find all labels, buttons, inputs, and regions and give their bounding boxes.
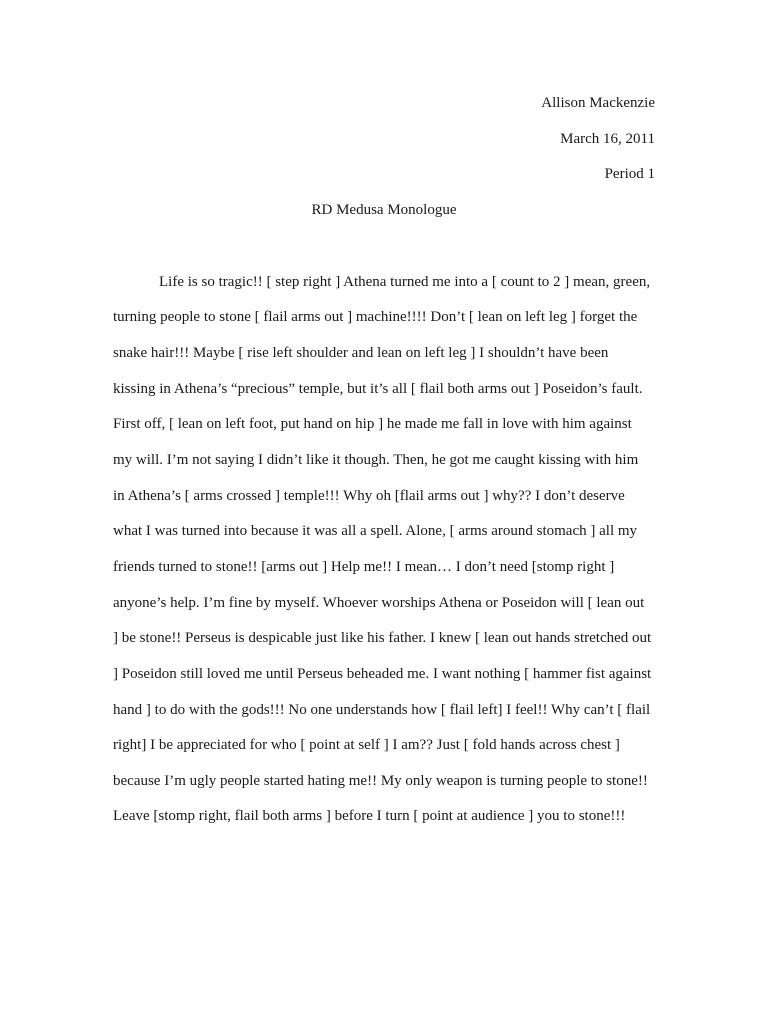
body-line: ] Poseidon still loved me until Perseus beheaded me. I want nothing [ hammer fist against bbox=[113, 666, 652, 682]
document-date: March 16, 2011 bbox=[560, 131, 655, 147]
body-line: Life is so tragic!! [ step right ] Athena turned me into a [ count to 2 ] mean, green, bbox=[159, 274, 651, 290]
body-line: ] be stone!! Perseus is despicable just like his father. I knew [ lean out hands stretched out bbox=[113, 630, 652, 646]
body-line: in Athena’s [ arms crossed ] temple!!! Why oh [flail arms out ] why?? I don’t deserve bbox=[113, 488, 625, 504]
class-period: Period 1 bbox=[604, 166, 655, 182]
body-line: hand ] to do with the gods!!! No one understands how [ flail left] I feel!! Why can’t [ flail bbox=[113, 702, 651, 718]
body-line: friends turned to stone!! [arms out ] Help me!! I mean… I don’t need [stomp right ] bbox=[113, 559, 615, 575]
body-line: snake hair!!! Maybe [ rise left shoulder and lean on left leg ] I shouldn’t have been bbox=[113, 345, 609, 361]
body-line: kissing in Athena’s “precious” temple, but it’s all [ flail both arms out ] Poseidon’s fault. bbox=[113, 381, 643, 397]
body-line: First off, [ lean on left foot, put hand on hip ] he made me fall in love with him against bbox=[113, 416, 632, 432]
document-title: RD Medusa Monologue bbox=[311, 202, 457, 218]
body-line: because I’m ugly people started hating me!! My only weapon is turning people to stone!! bbox=[113, 773, 648, 789]
body-line: Leave [stomp right, flail both arms ] before I turn [ point at audience ] you to stone!!! bbox=[113, 808, 626, 824]
author-name: Allison Mackenzie bbox=[541, 95, 655, 111]
body-line: my will. I’m not saying I didn’t like it though. Then, he got me caught kissing with him bbox=[113, 452, 639, 468]
body-line: anyone’s help. I’m fine by myself. Whoever worships Athena or Poseidon will [ lean out bbox=[113, 595, 645, 611]
body-line: turning people to stone [ flail arms out ] machine!!!! Don’t [ lean on left leg ] forget the bbox=[113, 309, 638, 325]
body-line: right] I be appreciated for who [ point at self ] I am?? Just [ fold hands across chest ] bbox=[113, 737, 620, 753]
body-line: what I was turned into because it was all a spell. Alone, [ arms around stomach ] all my bbox=[113, 523, 638, 539]
